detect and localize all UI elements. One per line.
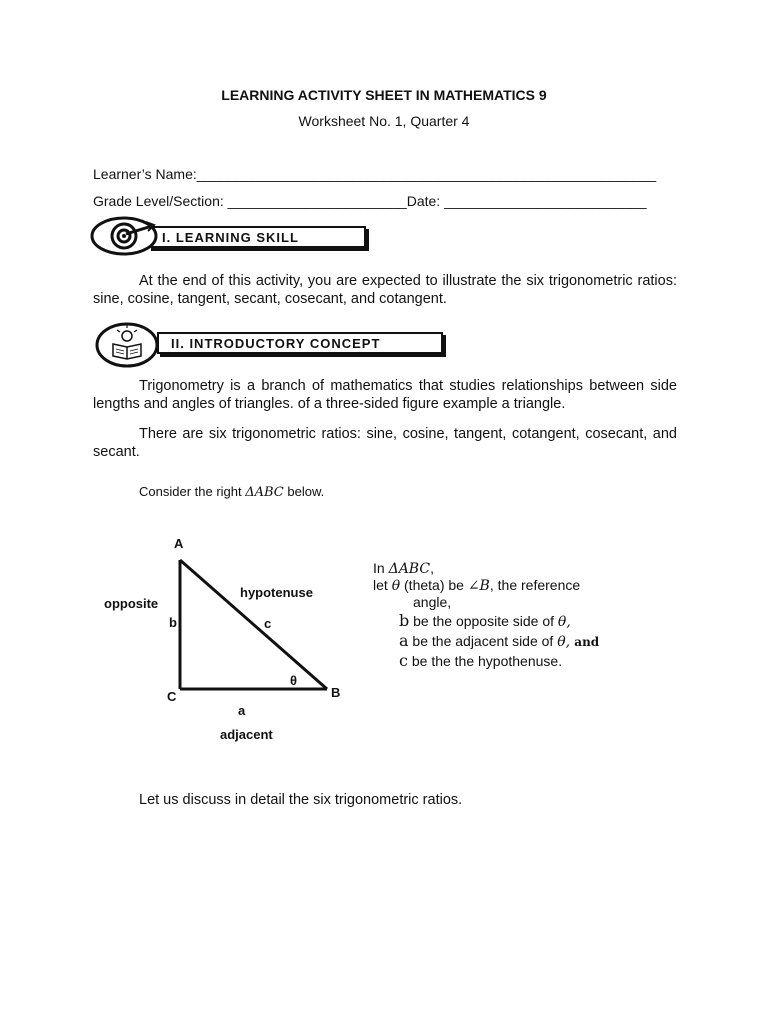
intro-text-1: Trigonometry is a branch of mathematics that studies relationships between side lengths and angles of triangles. of a three-sided figure example a triangle. [93, 378, 677, 412]
page-title: LEARNING ACTIVITY SHEET IN MATHEMATICS 9 [221, 87, 547, 103]
info-theta: θ [391, 578, 401, 594]
info-line-3: angle, [413, 594, 452, 610]
info-letter-b: b [399, 611, 410, 630]
info-reference: , the reference [489, 577, 581, 593]
info-hypotenuse-text: be the the hypothenuse. [407, 653, 563, 669]
learning-skill-paragraph [93, 272, 677, 308]
info-letter-c: c [399, 651, 408, 670]
info-comma: , [430, 560, 434, 576]
triangle-diagram [95, 530, 355, 750]
consider-triangle: ΔABC [245, 485, 284, 500]
intro-paragraph-2 [93, 425, 677, 461]
target-icon [90, 216, 162, 256]
side-a-label: a [238, 703, 246, 718]
info-line-5 [399, 631, 599, 652]
consider-line [139, 484, 324, 500]
info-line-2 [373, 575, 580, 596]
worksheet-subtitle: Worksheet No. 1, Quarter 4 [298, 113, 470, 129]
info-opposite-text: be the opposite side of [409, 613, 558, 629]
closing-line: Let us discuss in detail the six trigonometric ratios. [139, 792, 463, 808]
lightbulb-book-icon [93, 322, 165, 368]
right-triangle-shape [95, 530, 355, 750]
info-and: and [570, 635, 600, 649]
learning-skill-label: I. LEARNING SKILL [148, 226, 366, 248]
grade-date-field: Grade Level/Section: _______________________Date: __________________________ [93, 193, 647, 209]
vertex-b-label: B [331, 685, 341, 700]
info-triangle: ΔABC [388, 561, 431, 577]
info-in: In [373, 560, 389, 576]
info-adjacent-text: be the adjacent side of [408, 633, 558, 649]
consider-prefix: Consider the right [139, 484, 246, 499]
consider-suffix: below. [283, 484, 325, 499]
introductory-concept-banner [93, 322, 448, 368]
info-theta-be: (theta) be [400, 577, 468, 593]
info-angle-b: ∠B [467, 578, 490, 594]
learning-skill-banner [90, 216, 370, 256]
hypotenuse-label: hypotenuse [240, 585, 313, 600]
introductory-concept-label: II. INTRODUCTORY CONCEPT [157, 332, 443, 354]
info-line-4 [399, 611, 571, 632]
intro-paragraph-1 [93, 377, 677, 413]
adjacent-label: adjacent [220, 727, 273, 742]
vertex-c-label: C [167, 689, 177, 704]
side-c-label: c [264, 616, 272, 631]
info-theta-a: θ, [557, 634, 571, 650]
learner-name-field: Learner’s Name:___________________________________________________________ [93, 166, 657, 182]
learning-skill-text: At the end of this activity, you are expected to illustrate the six trigonometric ratios: sine, cosine, tangent, secant, cosecant, and cotangent. [93, 273, 677, 307]
theta-label: θ [290, 673, 298, 688]
info-theta-b: θ, [557, 614, 571, 630]
info-line-6 [399, 651, 562, 671]
info-let: let [373, 577, 392, 593]
opposite-label: opposite [104, 596, 159, 611]
vertex-a-label: A [174, 536, 184, 551]
intro-text-2: There are six trigonometric ratios: sine, cosine, tangent, cotangent, cosecant, and secant. [93, 426, 677, 460]
side-b-label: b [169, 615, 177, 630]
info-letter-a: a [399, 631, 409, 650]
